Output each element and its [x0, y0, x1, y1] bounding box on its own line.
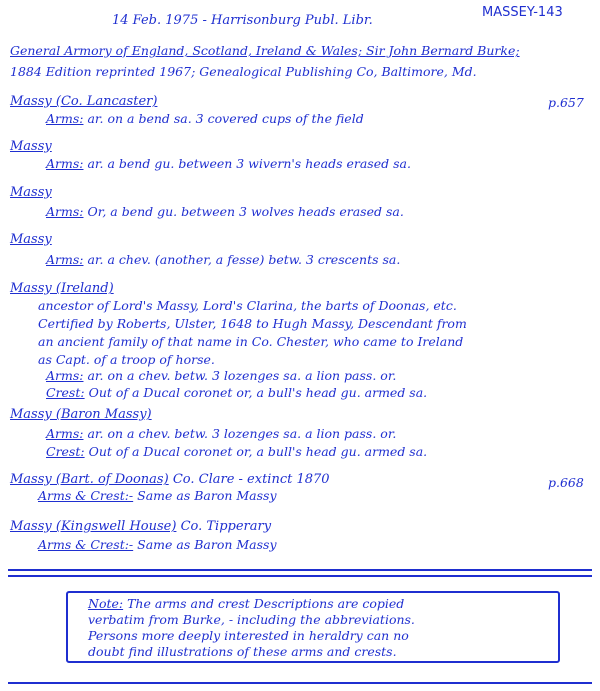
arms-crest-text: Same as Baron Massy [137, 537, 277, 552]
header-date-place: 14 Feb. 1975 - Harrisonburg Publ. Libr. [112, 13, 373, 28]
entry-arms [46, 113, 364, 126]
entry-crest [46, 446, 427, 459]
entry-arms-crest [38, 490, 277, 503]
divider-rule [8, 575, 592, 577]
ancestry-line: as Capt. of a troop of horse. [38, 352, 215, 367]
entry-name: Massy [10, 185, 52, 200]
entry-arms [46, 158, 411, 171]
source-line-2: 1884 Edition reprinted 1967; Genealogical Publishing Co, Baltimore, Md. [10, 64, 477, 79]
page-ref: p.668 [548, 475, 584, 490]
entry-name: Massy [10, 139, 52, 154]
arms-label: Arms: [46, 156, 84, 171]
note-text: The arms and crest Descriptions are copied [127, 596, 405, 611]
arms-label: Arms: [46, 426, 84, 441]
arms-text: ar. a chev. (another, a fesse) betw. 3 crescents sa. [87, 252, 401, 267]
arms-label: Arms: [46, 252, 84, 267]
arms-label: Arms: [46, 204, 84, 219]
note-line-1 [88, 598, 404, 611]
note-line-3: Persons more deeply interested in heraldry can no [88, 628, 409, 643]
arms-text: ar. a bend gu. between 3 wivern's heads erased sa. [87, 156, 411, 171]
crest-label: Crest: [46, 444, 85, 459]
entry-name: Massy (Baron Massy) [10, 407, 152, 422]
arms-text: ar. on a bend sa. 3 covered cups of the field [87, 111, 364, 126]
entry-name: Massy (Co. Lancaster) [10, 94, 158, 109]
note-line-2: verbatim from Burke, - including the abbreviations. [88, 612, 415, 627]
entry-heading [10, 473, 330, 486]
arms-label: Arms: [46, 368, 84, 383]
arms-text: ar. on a chev. betw. 3 lozenges sa. a lion pass. or. [87, 368, 397, 383]
arms-crest-text: Same as Baron Massy [137, 488, 277, 503]
arms-crest-label: Arms & Crest:- [38, 537, 134, 552]
arms-text: ar. on a chev. betw. 3 lozenges sa. a lion pass. or. [87, 426, 397, 441]
entry-arms [46, 370, 396, 383]
arms-label: Arms: [46, 111, 84, 126]
entry-name: Massy [10, 232, 52, 247]
entry-name: Massy (Ireland) [10, 281, 114, 296]
entry-heading [10, 520, 271, 533]
ancestry-line: Certified by Roberts, Ulster, 1648 to Hugh Massy, Descendant from [38, 316, 467, 331]
page-ref: p.657 [548, 95, 584, 110]
source-line-1 [10, 45, 520, 58]
arms-text: Or, a bend gu. between 3 wolves heads erased sa. [87, 204, 404, 219]
source-title: General Armory of England, Scotland, Ireland & Wales; Sir John Bernard Burke; [10, 43, 520, 58]
crest-text: Out of a Ducal coronet or, a bull's head gu. armed sa. [88, 444, 428, 459]
crest-text: Out of a Ducal coronet or, a bull's head gu. armed sa. [88, 385, 428, 400]
entry-suffix: Co. Tipperary [180, 519, 272, 534]
arms-crest-label: Arms & Crest:- [38, 488, 134, 503]
entry-arms [46, 428, 396, 441]
crest-label: Crest: [46, 385, 85, 400]
entry-name: Massy (Kingswell House) [10, 519, 177, 534]
file-id: MASSEY-143 [482, 5, 563, 20]
entry-name: Massy (Bart. of Doonas) [10, 472, 169, 487]
divider-rule [8, 569, 592, 571]
entry-arms [46, 206, 404, 219]
entry-arms-crest [38, 539, 277, 552]
entry-suffix: Co. Clare - extinct 1870 [172, 472, 330, 487]
entry-arms [46, 254, 400, 267]
note-line-4: doubt find illustrations of these arms and crests. [88, 644, 397, 659]
ancestry-line: an ancient family of that name in Co. Chester, who came to Ireland [38, 334, 464, 349]
ancestry-line: ancestor of Lord's Massy, Lord's Clarina, the barts of Doonas, etc. [38, 298, 457, 313]
bottom-rule [8, 682, 592, 684]
note-label: Note: [88, 596, 124, 611]
entry-crest [46, 387, 427, 400]
